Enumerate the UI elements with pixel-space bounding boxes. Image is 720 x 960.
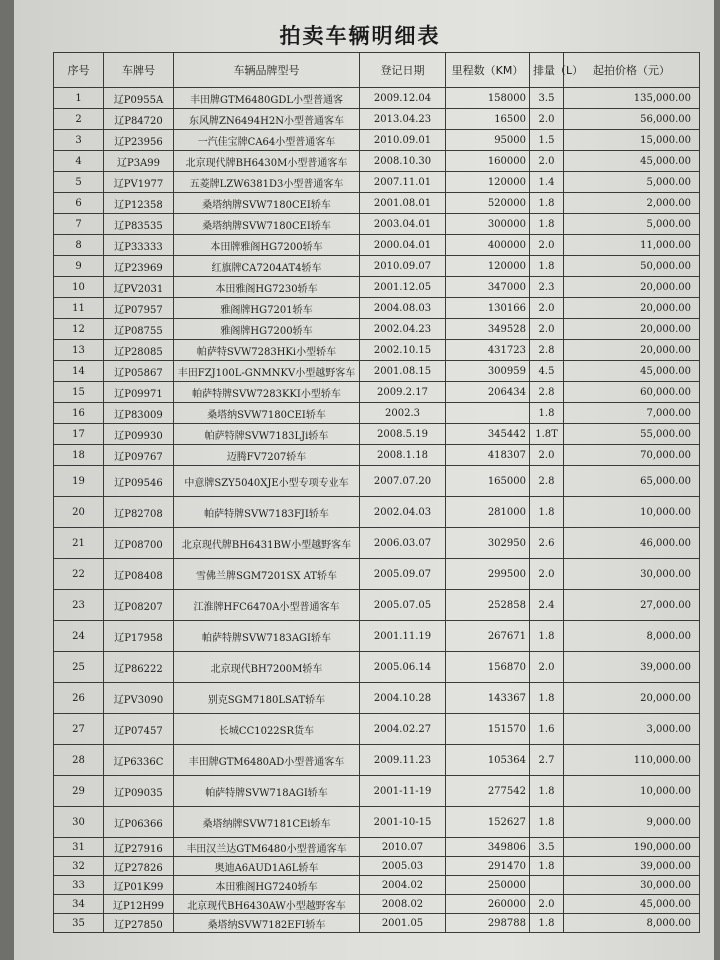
header-reg-date: 登记日期 [360,53,446,88]
cell-plate: 辽P09971 [104,382,174,403]
cell-mileage: 165000 [446,466,530,497]
cell-index: 27 [54,714,104,745]
cell-mileage: 156870 [446,652,530,683]
cell-index: 15 [54,382,104,403]
cell-reg-date: 2002.10.15 [360,340,446,361]
table-row [54,424,700,445]
header-mileage: 里程数（KM） [446,53,530,88]
table-row [54,151,700,172]
cell-model: 迈腾FV7207轿车 [174,445,360,466]
cell-model: 红旗牌CA7204AT4轿车 [174,256,360,277]
table-row [54,559,700,590]
table-row [54,714,700,745]
cell-mileage: 260000 [446,895,530,914]
cell-index: 23 [54,590,104,621]
cell-start-price: 11,000.00 [564,235,700,256]
cell-start-price: 9,000.00 [564,807,700,838]
cell-index: 34 [54,895,104,914]
cell-reg-date: 2007.11.01 [360,172,446,193]
cell-start-price: 70,000.00 [564,445,700,466]
cell-reg-date: 2008.5.19 [360,424,446,445]
cell-displacement: 2.0 [530,298,564,319]
table-row [54,277,700,298]
cell-index: 29 [54,776,104,807]
table-row [54,857,700,876]
table-row [54,256,700,277]
cell-plate: 辽P3A99 [104,151,174,172]
cell-reg-date: 2005.07.05 [360,590,446,621]
cell-index: 33 [54,876,104,895]
cell-reg-date: 2002.04.03 [360,497,446,528]
cell-plate: 辽P08700 [104,528,174,559]
cell-index: 10 [54,277,104,298]
cell-model: 雪佛兰牌SGM7201SX AT轿车 [174,559,360,590]
table-row [54,193,700,214]
cell-start-price: 2,000.00 [564,193,700,214]
cell-mileage: 130166 [446,298,530,319]
cell-plate: 辽P09930 [104,424,174,445]
table-row [54,776,700,807]
cell-displacement: 2.8 [530,382,564,403]
auction-vehicle-table [53,52,700,933]
cell-plate: 辽P83009 [104,403,174,424]
cell-start-price: 110,000.00 [564,745,700,776]
cell-displacement: 2.0 [530,235,564,256]
cell-index: 18 [54,445,104,466]
cell-start-price: 20,000.00 [564,683,700,714]
cell-start-price: 7,000.00 [564,403,700,424]
cell-reg-date: 2009.12.04 [360,88,446,109]
cell-start-price: 30,000.00 [564,876,700,895]
cell-displacement: 1.4 [530,172,564,193]
cell-displacement: 1.8 [530,403,564,424]
header-model: 车辆品牌型号 [174,53,360,88]
cell-index: 13 [54,340,104,361]
cell-mileage: 345442 [446,424,530,445]
cell-reg-date: 2001.05 [360,914,446,933]
cell-plate: 辽P23956 [104,130,174,151]
table-row [54,745,700,776]
table-row [54,590,700,621]
cell-mileage: 95000 [446,130,530,151]
cell-start-price: 45,000.00 [564,151,700,172]
cell-reg-date: 2005.09.07 [360,559,446,590]
cell-displacement: 1.8 [530,193,564,214]
cell-mileage: 105364 [446,745,530,776]
cell-mileage: 299500 [446,559,530,590]
table-row [54,109,700,130]
cell-model: 丰田牌GTM6480AD小型普通客车 [174,745,360,776]
cell-start-price: 10,000.00 [564,497,700,528]
cell-mileage: 431723 [446,340,530,361]
cell-start-price: 190,000.00 [564,838,700,857]
cell-index: 35 [54,914,104,933]
cell-mileage: 418307 [446,445,530,466]
cell-index: 3 [54,130,104,151]
cell-displacement: 1.8 [530,214,564,235]
cell-index: 17 [54,424,104,445]
table-row [54,361,700,382]
table-row [54,876,700,895]
cell-plate: 辽PV1977 [104,172,174,193]
cell-plate: 辽P12H99 [104,895,174,914]
cell-displacement: 1.8 [530,857,564,876]
cell-reg-date: 2009.2.17 [360,382,446,403]
cell-model: 北京现代BH6430AW小型越野客车 [174,895,360,914]
cell-reg-date: 2002.3 [360,403,446,424]
cell-plate: 辽P84720 [104,109,174,130]
cell-model: 桑塔纳牌SVW7180CEI轿车 [174,214,360,235]
table-row [54,445,700,466]
cell-plate: 辽P6336C [104,745,174,776]
cell-start-price: 10,000.00 [564,776,700,807]
cell-index: 30 [54,807,104,838]
cell-model: 中意牌SZY5040XJE小型专项专业车 [174,466,360,497]
cell-model: 丰田汉兰达GTM6480小型普通客车 [174,838,360,857]
cell-plate: 辽P08207 [104,590,174,621]
cell-plate: 辽P27916 [104,838,174,857]
cell-start-price: 20,000.00 [564,340,700,361]
table-row [54,914,700,933]
cell-displacement: 2.0 [530,109,564,130]
cell-start-price: 27,000.00 [564,590,700,621]
cell-displacement: 3.5 [530,88,564,109]
cell-index: 22 [54,559,104,590]
cell-model: 江淮牌HFC6470A小型普通客车 [174,590,360,621]
cell-reg-date: 2008.02 [360,895,446,914]
cell-index: 9 [54,256,104,277]
cell-displacement: 2.8 [530,466,564,497]
cell-index: 26 [54,683,104,714]
cell-mileage: 143367 [446,683,530,714]
table-row [54,683,700,714]
cell-index: 21 [54,528,104,559]
cell-index: 28 [54,745,104,776]
table-row [54,382,700,403]
cell-start-price: 8,000.00 [564,914,700,933]
cell-plate: 辽P09546 [104,466,174,497]
cell-mileage: 277542 [446,776,530,807]
cell-displacement: 1.8 [530,256,564,277]
cell-reg-date: 2001.08.15 [360,361,446,382]
cell-start-price: 20,000.00 [564,298,700,319]
cell-model: 丰田牌GTM6480GDL小型普通客 [174,88,360,109]
cell-model: 帕萨特牌SVW7183LJi轿车 [174,424,360,445]
cell-mileage: 347000 [446,277,530,298]
cell-reg-date: 2004.10.28 [360,683,446,714]
cell-model: 帕萨特牌SVW7283KKI小型轿车 [174,382,360,403]
cell-model: 桑塔纳SVW7182EFI轿车 [174,914,360,933]
cell-start-price: 39,000.00 [564,652,700,683]
cell-displacement: 2.0 [530,652,564,683]
cell-model: 五菱牌LZW6381D3小型普通客车 [174,172,360,193]
cell-model: 一汽佳宝牌CA64小型普通客车 [174,130,360,151]
cell-reg-date: 2005.03 [360,857,446,876]
cell-model: 别克SGM7180LSAT轿车 [174,683,360,714]
cell-reg-date: 2005.06.14 [360,652,446,683]
cell-mileage [446,403,530,424]
cell-plate: 辽P33333 [104,235,174,256]
cell-start-price: 65,000.00 [564,466,700,497]
table-row [54,528,700,559]
cell-mileage: 206434 [446,382,530,403]
table-row [54,88,700,109]
cell-mileage: 300959 [446,361,530,382]
cell-reg-date: 2001-10-15 [360,807,446,838]
cell-displacement: 2.8 [530,340,564,361]
cell-displacement [530,876,564,895]
cell-index: 31 [54,838,104,857]
cell-start-price: 39,000.00 [564,857,700,876]
cell-start-price: 55,000.00 [564,424,700,445]
cell-model: 本田雅阁HG7230轿车 [174,277,360,298]
cell-displacement: 2.0 [530,445,564,466]
cell-displacement: 2.0 [530,151,564,172]
cell-reg-date: 2001-11-19 [360,776,446,807]
cell-index: 1 [54,88,104,109]
cell-reg-date: 2010.07 [360,838,446,857]
header-plate: 车牌号 [104,53,174,88]
table-row [54,497,700,528]
cell-plate: 辽P0955A [104,88,174,109]
header-displacement: 排量（L） [530,53,564,88]
cell-plate: 辽P12358 [104,193,174,214]
cell-model: 雅阁牌HG7201轿车 [174,298,360,319]
cell-index: 20 [54,497,104,528]
cell-displacement: 2.6 [530,528,564,559]
cell-mileage: 291470 [446,857,530,876]
cell-displacement: 1.6 [530,714,564,745]
cell-reg-date: 2001.12.05 [360,277,446,298]
cell-mileage: 349528 [446,319,530,340]
cell-start-price: 50,000.00 [564,256,700,277]
cell-index: 16 [54,403,104,424]
cell-model: 雅阁牌HG7200轿车 [174,319,360,340]
cell-index: 25 [54,652,104,683]
cell-mileage: 349806 [446,838,530,857]
cell-displacement: 2.3 [530,277,564,298]
cell-start-price: 5,000.00 [564,214,700,235]
cell-mileage: 158000 [446,88,530,109]
cell-start-price: 15,000.00 [564,130,700,151]
cell-start-price: 30,000.00 [564,559,700,590]
cell-start-price: 45,000.00 [564,361,700,382]
cell-plate: 辽P07457 [104,714,174,745]
cell-reg-date: 2002.04.23 [360,319,446,340]
table-row [54,172,700,193]
cell-reg-date: 2006.03.07 [360,528,446,559]
cell-displacement: 2.0 [530,319,564,340]
cell-start-price: 20,000.00 [564,277,700,298]
cell-mileage: 300000 [446,214,530,235]
cell-mileage: 151570 [446,714,530,745]
cell-reg-date: 2010.09.01 [360,130,446,151]
cell-model: 北京现代牌BH6430M小型普通客车 [174,151,360,172]
cell-plate: 辽P28085 [104,340,174,361]
cell-plate: 辽P06366 [104,807,174,838]
cell-index: 6 [54,193,104,214]
cell-start-price: 5,000.00 [564,172,700,193]
cell-model: 东风牌ZN6494H2N小型普通客车 [174,109,360,130]
cell-plate: 辽P83535 [104,214,174,235]
cell-mileage: 120000 [446,172,530,193]
cell-plate: 辽P23969 [104,256,174,277]
cell-mileage: 400000 [446,235,530,256]
cell-plate: 辽P86222 [104,652,174,683]
table-row [54,621,700,652]
table-header-row [54,53,700,88]
cell-mileage: 16500 [446,109,530,130]
cell-displacement: 1.8 [530,807,564,838]
cell-model: 桑塔纳牌SVW7180CEI轿车 [174,193,360,214]
cell-reg-date: 2001.08.01 [360,193,446,214]
cell-mileage: 267671 [446,621,530,652]
cell-reg-date: 2003.04.01 [360,214,446,235]
cell-mileage: 302950 [446,528,530,559]
cell-start-price: 135,000.00 [564,88,700,109]
table-row [54,319,700,340]
cell-plate: 辽P82708 [104,497,174,528]
cell-mileage: 298788 [446,914,530,933]
cell-reg-date: 2001.11.19 [360,621,446,652]
cell-plate: 辽P08408 [104,559,174,590]
cell-mileage: 120000 [446,256,530,277]
cell-model: 帕萨特牌SVW7183FJI轿车 [174,497,360,528]
cell-model: 奥迪A6AUD1A6L轿车 [174,857,360,876]
cell-index: 11 [54,298,104,319]
cell-reg-date: 2013.04.23 [360,109,446,130]
table-row [54,403,700,424]
cell-mileage: 252858 [446,590,530,621]
table-row [54,895,700,914]
cell-model: 北京现代BH7200M轿车 [174,652,360,683]
cell-mileage: 520000 [446,193,530,214]
cell-mileage: 152627 [446,807,530,838]
cell-plate: 辽P01K99 [104,876,174,895]
cell-model: 长城CC1022SR货车 [174,714,360,745]
cell-start-price: 3,000.00 [564,714,700,745]
cell-plate: 辽P27826 [104,857,174,876]
cell-displacement: 1.5 [530,130,564,151]
document-title: 拍卖车辆明细表 [279,24,441,48]
cell-model: 本田雅阁HG7240轿车 [174,876,360,895]
cell-displacement: 1.8 [530,497,564,528]
cell-model: 丰田FZJ100L-GNMNKV小型越野客车 [174,361,360,382]
table-row [54,130,700,151]
table-row [54,235,700,256]
cell-plate: 辽PV3090 [104,683,174,714]
cell-model: 北京现代牌BH6431BW小型越野客车 [174,528,360,559]
cell-plate: 辽P09767 [104,445,174,466]
cell-reg-date: 2008.1.18 [360,445,446,466]
cell-model: 帕萨特SVW7283HKi小型轿车 [174,340,360,361]
cell-start-price: 20,000.00 [564,319,700,340]
cell-mileage: 160000 [446,151,530,172]
cell-mileage: 250000 [446,876,530,895]
cell-model: 帕萨特牌SVW718AGI轿车 [174,776,360,807]
cell-displacement: 1.8 [530,914,564,933]
cell-displacement: 1.8 [530,683,564,714]
cell-displacement: 1.8 [530,621,564,652]
cell-index: 5 [54,172,104,193]
table-row [54,298,700,319]
cell-index: 14 [54,361,104,382]
cell-displacement: 2.7 [530,745,564,776]
cell-model: 本田牌雅阁HG7200轿车 [174,235,360,256]
cell-model: 帕萨特牌SVW7183AGI轿车 [174,621,360,652]
cell-reg-date: 2004.08.03 [360,298,446,319]
cell-plate: 辽P27850 [104,914,174,933]
cell-displacement: 2.0 [530,895,564,914]
table-row [54,466,700,497]
cell-displacement: 4.5 [530,361,564,382]
header-start-price: 起拍价格（元） [564,53,700,88]
cell-model: 桑塔纳牌SVW7181CEi轿车 [174,807,360,838]
cell-plate: 辽P08755 [104,319,174,340]
cell-plate: 辽P05867 [104,361,174,382]
cell-index: 24 [54,621,104,652]
table-row [54,214,700,235]
cell-model: 桑塔纳SVW7180CEI轿车 [174,403,360,424]
cell-displacement: 2.4 [530,590,564,621]
cell-reg-date: 2008.10.30 [360,151,446,172]
table-row [54,807,700,838]
cell-index: 4 [54,151,104,172]
cell-reg-date: 2004.02.27 [360,714,446,745]
table-row [54,838,700,857]
cell-plate: 辽PV2031 [104,277,174,298]
cell-reg-date: 2000.04.01 [360,235,446,256]
cell-start-price: 56,000.00 [564,109,700,130]
cell-plate: 辽P09035 [104,776,174,807]
cell-displacement: 1.8T [530,424,564,445]
table-row [54,340,700,361]
cell-start-price: 46,000.00 [564,528,700,559]
cell-plate: 辽P17958 [104,621,174,652]
cell-start-price: 8,000.00 [564,621,700,652]
cell-start-price: 60,000.00 [564,382,700,403]
cell-index: 19 [54,466,104,497]
cell-start-price: 45,000.00 [564,895,700,914]
cell-index: 12 [54,319,104,340]
cell-reg-date: 2004.02 [360,876,446,895]
cell-index: 32 [54,857,104,876]
table-row [54,652,700,683]
header-index: 序号 [54,53,104,88]
cell-index: 7 [54,214,104,235]
cell-plate: 辽P07957 [104,298,174,319]
cell-reg-date: 2010.09.07 [360,256,446,277]
cell-index: 2 [54,109,104,130]
cell-reg-date: 2007.07.20 [360,466,446,497]
cell-index: 8 [54,235,104,256]
cell-displacement: 2.0 [530,559,564,590]
cell-displacement: 1.8 [530,776,564,807]
cell-reg-date: 2009.11.23 [360,745,446,776]
cell-displacement: 3.5 [530,838,564,857]
cell-mileage: 281000 [446,497,530,528]
